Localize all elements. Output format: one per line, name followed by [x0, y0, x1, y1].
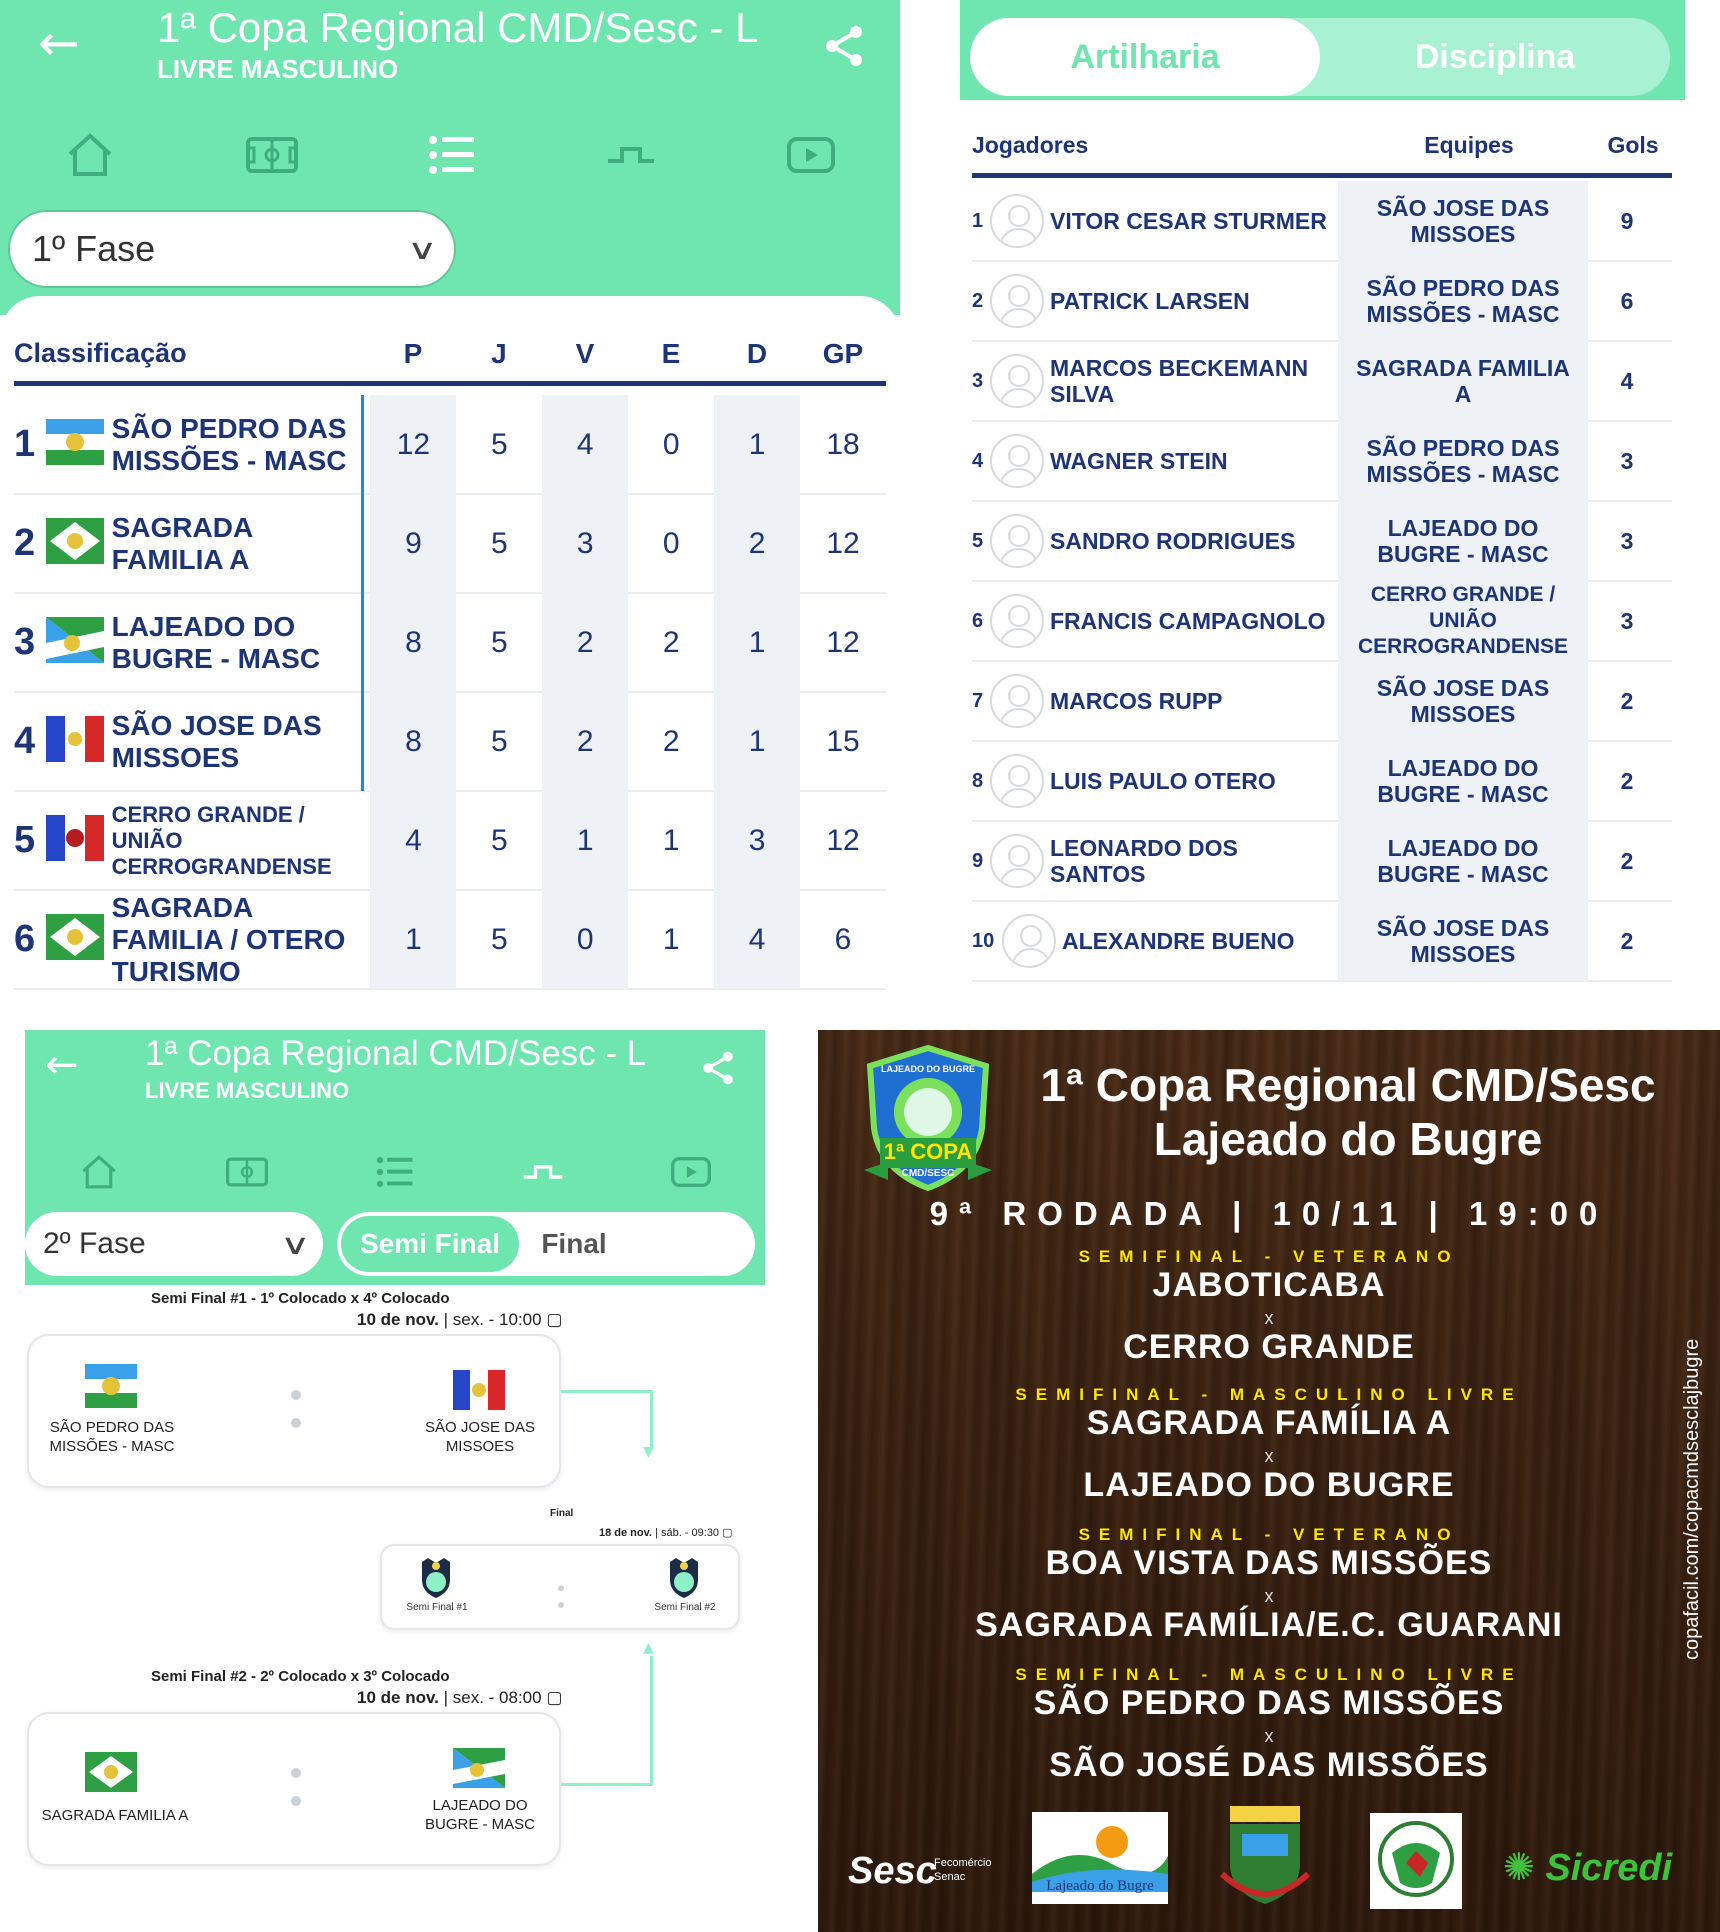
poster-title-line1: 1ª Copa Regional CMD/Sesc: [1040, 1059, 1656, 1111]
row-stat: 18: [826, 427, 860, 461]
video-icon[interactable]: [671, 1157, 711, 1187]
fase-dropdown[interactable]: [8, 210, 456, 288]
table-row[interactable]: [972, 182, 1672, 262]
row-stat: 15: [826, 724, 860, 758]
tab-final[interactable]: Final: [541, 1228, 607, 1259]
semi1-home: SÃO PEDRO DAS MISSÕES - MASC: [49, 1419, 175, 1455]
game-category: SEMIFINAL - VETERANO: [1078, 1525, 1460, 1544]
row-rank: 5: [972, 529, 984, 552]
row-position: 6: [14, 918, 36, 960]
avatar: [990, 514, 1044, 568]
row-stat: 8: [370, 692, 456, 791]
header-gols: Gols: [1607, 132, 1659, 158]
shield-icon: [418, 1558, 454, 1598]
row-team: SÃO PEDRO DAS MISSÕES - MASC: [1338, 421, 1588, 501]
row-gols: 3: [1620, 527, 1634, 554]
qualify-bar: [361, 692, 365, 791]
final-label: Final: [550, 1508, 574, 1519]
row-team: LAJEADO DO BUGRE - MASC: [1338, 821, 1588, 901]
qualify-bar: [361, 593, 365, 692]
row-stat: 4: [370, 791, 456, 890]
row-stat: 12: [826, 526, 860, 560]
avatar: [990, 834, 1044, 888]
game-away: SÃO JOSÉ DAS MISSÕES: [1049, 1746, 1489, 1784]
field-icon[interactable]: [246, 137, 298, 173]
app-title: 1ª Copa Regional CMD/Sesc - L: [145, 1034, 647, 1073]
row-rank: 4: [972, 449, 984, 472]
table-row[interactable]: [972, 342, 1672, 422]
round-tabs: [337, 1212, 755, 1276]
row-stat: 5: [490, 427, 508, 461]
game-category: SEMIFINAL - VETERANO: [1078, 1247, 1460, 1266]
app-header: [25, 1030, 765, 1285]
arrow-down-icon: ▼: [643, 1444, 654, 1460]
team-flag-icon: [46, 617, 112, 668]
tab-disciplina[interactable]: Disciplina: [1414, 37, 1576, 76]
header-equipes: Equipes: [1424, 132, 1514, 158]
header-classificacao: Classificação: [14, 338, 187, 368]
game-versus: x: [1264, 1308, 1274, 1328]
row-rank: 1: [972, 209, 984, 232]
row-stat: 1: [662, 823, 680, 857]
app-header: [0, 0, 900, 315]
app-subtitle: LIVRE MASCULINO: [145, 1078, 350, 1103]
tab-bar: [970, 18, 1670, 96]
artilharia-screen: [960, 0, 1685, 995]
semi1-card[interactable]: [27, 1334, 561, 1488]
badge-sub-text: CMD/SESC: [901, 1168, 955, 1179]
row-stat: 4: [714, 890, 800, 989]
sicredi-text: Sicredi: [1545, 1847, 1673, 1889]
row-position: 3: [14, 621, 36, 663]
sicredi-logo: [1503, 1845, 1672, 1890]
chevron-down-icon: ∨: [406, 232, 438, 266]
final-home: Semi Final #1: [406, 1602, 468, 1613]
row-stat: 4: [542, 395, 628, 494]
row-player: ALEXANDRE BUENO: [1062, 928, 1295, 954]
lajeado-logo: [1032, 1812, 1168, 1904]
bottom-nav: [25, 1142, 765, 1202]
final-card[interactable]: [380, 1544, 740, 1630]
bracket-icon[interactable]: [606, 145, 656, 165]
final-time: | sáb. - 09:30: [655, 1527, 720, 1539]
scorers-rows: [972, 182, 1672, 982]
row-stat: 3: [714, 791, 800, 890]
table-row[interactable]: [972, 502, 1672, 582]
poster: [818, 1030, 1720, 1932]
row-position: 4: [14, 720, 36, 762]
avatar: [990, 194, 1044, 248]
row-stat: 1: [714, 593, 800, 692]
poster-title: [998, 1058, 1698, 1166]
final-away: Semi Final #2: [654, 1602, 716, 1613]
shield-icon: [666, 1558, 702, 1598]
game-away: LAJEADO DO BUGRE: [1083, 1466, 1455, 1504]
bracket-view: [25, 1286, 765, 1932]
poster-title-line2: Lajeado do Bugre: [1153, 1113, 1543, 1165]
lajeado-logo-text: Lajeado do Bugre: [1046, 1878, 1154, 1894]
bracket-connector: [561, 1656, 653, 1786]
row-gols: 9: [1620, 207, 1634, 234]
row-player: FRANCIS CAMPAGNOLO: [1050, 608, 1326, 634]
row-gols: 3: [1620, 447, 1634, 474]
game-home: SÃO PEDRO DAS MISSÕES: [1033, 1684, 1505, 1722]
row-stat: 1: [542, 791, 628, 890]
bracket-screen: [25, 1030, 765, 1932]
row-rank: 7: [972, 689, 984, 712]
row-stat: 1: [714, 395, 800, 494]
row-team: CERRO GRANDE / UNIÃO CERROGRANDENSE: [1338, 581, 1588, 661]
avatar: [1002, 914, 1056, 968]
row-team: SAGRADA FAMILIA A: [1338, 341, 1588, 421]
arrow-up-icon: ▲: [643, 1640, 654, 1656]
standings-screen: [0, 0, 900, 995]
avatar: [990, 674, 1044, 728]
semi1-day: 10 de nov.: [357, 1310, 439, 1329]
game-versus: x: [1264, 1726, 1274, 1746]
row-stat: 3: [542, 494, 628, 593]
row-stat: 5: [490, 823, 508, 857]
semi1-date: [357, 1310, 562, 1330]
table-row[interactable]: [14, 792, 886, 891]
header-jogadores: Jogadores: [972, 132, 1089, 158]
fecomercio-text: Fecomércio: [934, 1857, 992, 1869]
team-flag-icon: [453, 1748, 505, 1788]
fase-dropdown[interactable]: [25, 1212, 323, 1276]
poster-rodada: 9ª RODADA | 10/11 | 19:00: [929, 1195, 1609, 1232]
game-home: BOA VISTA DAS MISSÕES: [1045, 1544, 1493, 1582]
side-url: copafacil.com/copacmdsesclajbugre: [1681, 1338, 1703, 1660]
table-row[interactable]: [14, 891, 886, 990]
qualify-bar: [361, 890, 365, 989]
calendar-icon: ▢: [722, 1527, 733, 1539]
row-stat: 2: [662, 724, 680, 758]
table-row[interactable]: [972, 742, 1672, 822]
team-flag-icon: [46, 419, 112, 470]
header-col: V: [575, 337, 595, 369]
game-category: SEMIFINAL - MASCULINO LIVRE: [1015, 1665, 1523, 1684]
row-stat: 1: [714, 692, 800, 791]
table-row[interactable]: [972, 822, 1672, 902]
row-rank: 10: [972, 929, 995, 952]
row-stat: 5: [490, 922, 508, 956]
standings-table: [0, 296, 900, 995]
row-stat: 1: [370, 890, 456, 989]
home-icon[interactable]: [79, 1154, 119, 1190]
badge-top-text: LAJEADO DO BUGRE: [880, 1064, 976, 1074]
row-team: SÃO JOSE DAS MISSOES: [111, 709, 322, 773]
table-row[interactable]: [972, 662, 1672, 742]
row-rank: 9: [972, 849, 984, 872]
list-icon[interactable]: [428, 135, 476, 175]
row-rank: 8: [972, 769, 984, 792]
header-col: E: [661, 337, 681, 369]
semi2-card[interactable]: [27, 1712, 561, 1866]
row-stat: 0: [542, 890, 628, 989]
table-row[interactable]: [972, 582, 1672, 662]
municipal-crest-logo: [1218, 1804, 1312, 1910]
semi2-date: [357, 1688, 562, 1708]
calendar-icon: ▢: [546, 1310, 563, 1329]
semi2-label: Semi Final #2 - 2º Colocado x 3º Colocado: [151, 1668, 450, 1685]
fecomercio-logo: [934, 1856, 991, 1884]
row-position: 2: [14, 522, 36, 564]
chevron-down-icon: ∨: [279, 1227, 311, 1261]
semi1-time: | sex. - 10:00: [443, 1310, 542, 1329]
row-team: SÃO PEDRO DAS MISSÕES - MASC: [111, 412, 347, 476]
table-row[interactable]: [972, 262, 1672, 342]
app-subtitle: LIVRE MASCULINO: [157, 54, 399, 84]
bracket-connector: [561, 1390, 653, 1448]
row-stat: 0: [662, 427, 680, 461]
semi2-day: 10 de nov.: [357, 1688, 439, 1707]
bottom-nav: [0, 120, 900, 190]
row-gols: 2: [1620, 687, 1634, 714]
header-col: D: [746, 337, 768, 369]
row-stat: 12: [826, 823, 860, 857]
senac-text: Senac: [934, 1871, 966, 1883]
row-stat: 1: [662, 922, 680, 956]
row-position: 5: [14, 819, 36, 861]
row-stat: 2: [714, 494, 800, 593]
game-versus: x: [1264, 1446, 1274, 1466]
team-flag-icon: [85, 1364, 137, 1408]
row-gols: 2: [1620, 767, 1634, 794]
table-row[interactable]: [14, 495, 886, 594]
tab-artilharia[interactable]: Artilharia: [970, 18, 1320, 96]
header-col: P: [403, 337, 423, 369]
row-team: CERRO GRANDE / UNIÃO CERROGRANDENSE: [111, 801, 332, 879]
row-gols: 3: [1620, 607, 1634, 634]
fase-selected: 2º Fase: [43, 1227, 146, 1260]
final-day: 18 de nov.: [599, 1527, 652, 1539]
header-col: GP: [822, 337, 864, 369]
row-team: SÃO JOSE DAS MISSOES: [1338, 661, 1588, 741]
qualify-bar: [361, 395, 365, 494]
game-away: SAGRADA FAMÍLIA/E.C. GUARANI: [975, 1606, 1563, 1644]
row-rank: 2: [972, 289, 984, 312]
row-team: LAJEADO DO BUGRE - MASC: [111, 610, 321, 674]
table-row[interactable]: [14, 594, 886, 693]
badge-main-text: 1ª COPA: [883, 1139, 973, 1164]
qualify-bar: [361, 791, 365, 890]
team-flag-icon: [85, 1752, 137, 1792]
row-stat: 2: [542, 692, 628, 791]
tab-semi-final[interactable]: Semi Final: [341, 1216, 519, 1272]
standings-rows: [14, 396, 886, 990]
row-player: WAGNER STEIN: [1050, 448, 1228, 474]
row-team: SÃO JOSE DAS MISSOES: [1338, 901, 1588, 981]
table-header: [972, 118, 1672, 178]
row-stat: 5: [490, 625, 508, 659]
share-icon[interactable]: [822, 24, 866, 73]
row-stat: 0: [662, 526, 680, 560]
copa-badge-logo: [858, 1042, 998, 1194]
qualify-bar: [361, 494, 365, 593]
calendar-icon: ▢: [546, 1688, 563, 1707]
field-icon[interactable]: [226, 1157, 268, 1187]
sesc-logo: Sesc: [848, 1850, 937, 1892]
row-stat: 12: [826, 625, 860, 659]
game-versus: x: [1264, 1586, 1274, 1606]
avatar: [990, 434, 1044, 488]
list-icon[interactable]: [376, 1156, 414, 1188]
semi1-away: SÃO JOSE DAS MISSOES: [424, 1419, 536, 1455]
app-title: 1ª Copa Regional CMD/Sesc - L: [157, 4, 759, 51]
team-flag-icon: [453, 1370, 505, 1410]
table-header: [14, 326, 886, 386]
row-stat: 9: [370, 494, 456, 593]
row-team: SÃO JOSE DAS MISSOES: [1338, 181, 1588, 261]
game-away: CERRO GRANDE: [1123, 1328, 1415, 1366]
row-position: 1: [14, 423, 36, 465]
game-home: JABOTICABA: [1152, 1266, 1386, 1304]
row-gols: 2: [1620, 847, 1634, 874]
row-team: LAJEADO DO BUGRE - MASC: [1338, 741, 1588, 821]
row-stat: 2: [662, 625, 680, 659]
tabs-header: [960, 0, 1685, 100]
row-player: MARCOS BECKEMANN SILVA: [1050, 355, 1309, 407]
avatar: [990, 594, 1044, 648]
row-player: VITOR CESAR STURMER: [1050, 208, 1327, 234]
team-flag-icon: [46, 914, 112, 965]
sicredi-flower-icon: ✺: [1503, 1845, 1535, 1889]
back-arrow-icon[interactable]: ←: [38, 14, 80, 72]
team-flag-icon: [46, 716, 112, 767]
semi2-away: LAJEADO DO BUGRE - MASC: [424, 1797, 535, 1833]
row-player: MARCOS RUPP: [1050, 688, 1223, 714]
table-row[interactable]: [14, 693, 886, 792]
camara-logo: [1370, 1813, 1462, 1909]
table-row[interactable]: [972, 422, 1672, 502]
row-stat: 6: [834, 922, 852, 956]
game-home: SAGRADA FAMÍLIA A: [1086, 1404, 1452, 1442]
row-stat: 5: [490, 724, 508, 758]
home-icon[interactable]: [65, 132, 115, 178]
table-row[interactable]: [972, 902, 1672, 982]
table-row[interactable]: [14, 396, 886, 495]
score-separator: [291, 1768, 301, 1824]
row-team: LAJEADO DO BUGRE - MASC: [1338, 501, 1588, 581]
game-category: SEMIFINAL - MASCULINO LIVRE: [1015, 1385, 1523, 1404]
fase-selected: 1º Fase: [32, 228, 156, 269]
back-arrow-icon[interactable]: ←: [45, 1042, 79, 1088]
row-team: SAGRADA FAMILIA / OTERO TURISMO: [111, 891, 346, 987]
bracket-icon[interactable]: [522, 1163, 564, 1181]
avatar: [990, 754, 1044, 808]
row-stat: 8: [370, 593, 456, 692]
row-player: LEONARDO DOS SANTOS: [1050, 835, 1238, 887]
semi1-label: Semi Final #1 - 1º Colocado x 4º Colocado: [151, 1290, 450, 1307]
avatar: [990, 354, 1044, 408]
avatar: [990, 274, 1044, 328]
header-col: J: [491, 337, 507, 369]
row-player: SANDRO RODRIGUES: [1050, 528, 1296, 554]
share-icon[interactable]: [700, 1050, 736, 1091]
row-rank: 3: [972, 369, 984, 392]
row-stat: 12: [370, 395, 456, 494]
row-team: SÃO PEDRO DAS MISSÕES - MASC: [1338, 261, 1588, 341]
row-gols: 2: [1620, 927, 1634, 954]
row-player: LUIS PAULO OTERO: [1050, 768, 1276, 794]
video-icon[interactable]: [787, 137, 835, 173]
team-flag-icon: [46, 518, 112, 569]
score-separator: [558, 1585, 564, 1619]
row-gols: 4: [1620, 367, 1634, 394]
final-date: [599, 1526, 733, 1539]
row-rank: 6: [972, 609, 984, 632]
row-stat: 5: [490, 526, 508, 560]
row-stat: 2: [542, 593, 628, 692]
semi2-time: | sex. - 08:00: [443, 1688, 542, 1707]
semi2-home: SAGRADA FAMILIA A: [41, 1807, 189, 1824]
row-gols: 6: [1620, 287, 1634, 314]
row-player: PATRICK LARSEN: [1050, 288, 1250, 314]
row-team: SAGRADA FAMILIA A: [111, 511, 253, 575]
team-flag-icon: [46, 815, 112, 866]
score-separator: [291, 1390, 301, 1446]
